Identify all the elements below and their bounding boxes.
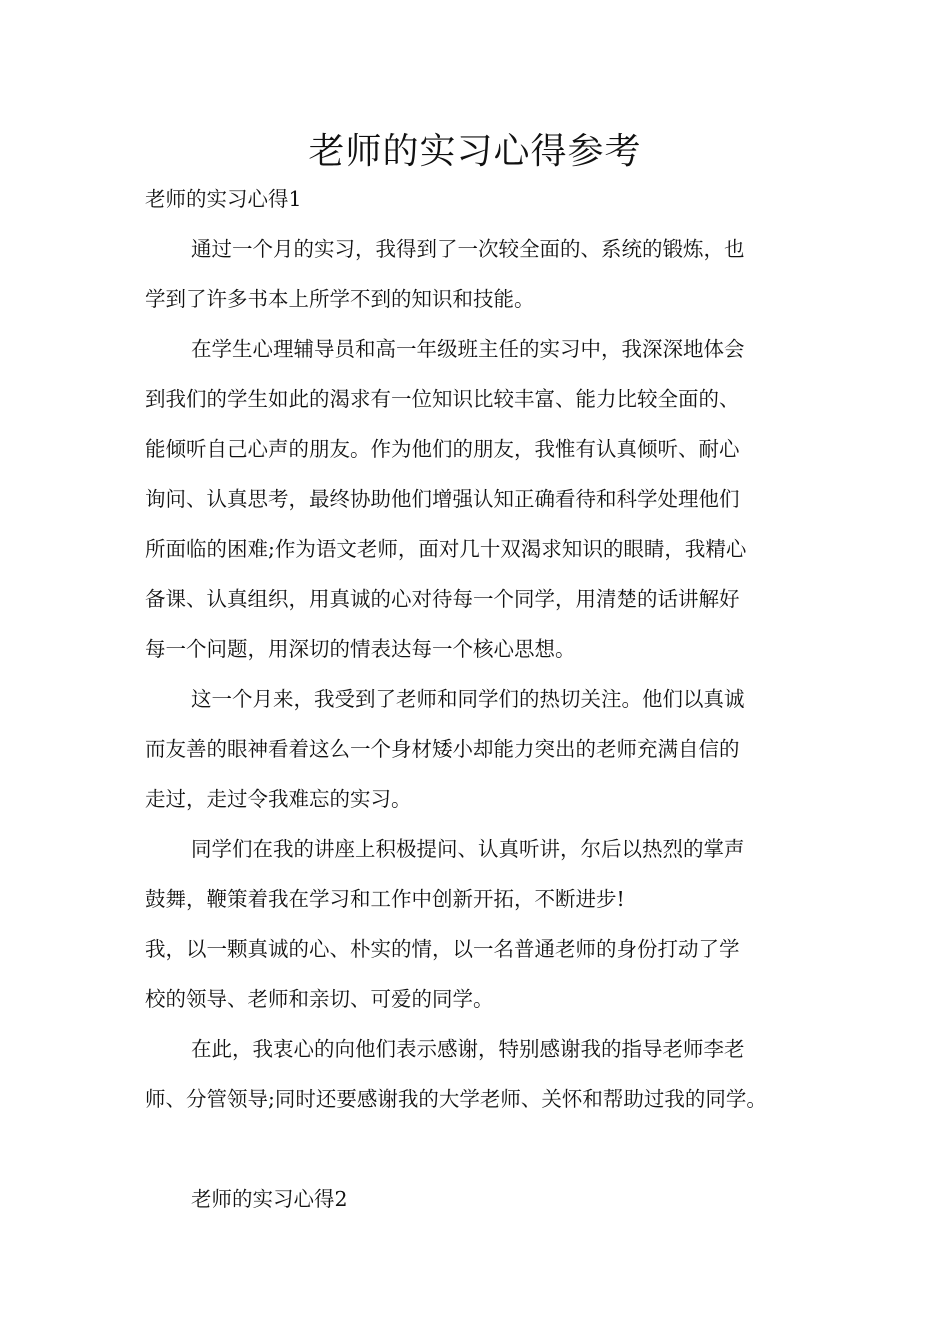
paragraph-line: 我，以一颗真诚的心、朴实的情，以一名普通老师的身份打动了学	[145, 937, 740, 961]
paragraph-line: 备课、认真组织，用真诚的心对待每一个同学，用清楚的话讲解好	[145, 587, 740, 611]
paragraph-line: 能倾听自己心声的朋友。作为他们的朋友，我惟有认真倾听、耐心	[145, 437, 740, 461]
section-heading-1: 老师的实习心得1	[145, 187, 302, 211]
paragraph-line: 通过一个月的实习，我得到了一次较全面的、系统的锻炼，也	[191, 237, 745, 261]
paragraph-line: 所面临的困难;作为语文老师，面对几十双渴求知识的眼睛，我精心	[145, 537, 747, 561]
paragraph-line: 同学们在我的讲座上积极提问、认真听讲，尔后以热烈的掌声	[191, 837, 745, 861]
paragraph-line: 每一个问题，用深切的情表达每一个核心思想。	[145, 637, 576, 661]
paragraph-line: 在学生心理辅导员和高一年级班主任的实习中，我深深地体会	[191, 337, 745, 361]
paragraph-line: 到我们的学生如此的渴求有一位知识比较丰富、能力比较全面的、	[145, 387, 740, 411]
paragraph-line: 询问、认真思考，最终协助他们增强认知正确看待和科学处理他们	[145, 487, 740, 511]
section-heading-2: 老师的实习心得2	[191, 1187, 348, 1211]
paragraph-line: 师、分管领导;同时还要感谢我的大学老师、关怀和帮助过我的同学。	[145, 1087, 767, 1111]
paragraph-line: 而友善的眼神看着这么一个身材矮小却能力突出的老师充满自信的	[145, 737, 740, 761]
paragraph-line: 在此，我衷心的向他们表示感谢，特别感谢我的指导老师李老	[191, 1037, 745, 1061]
paragraph-line: 鼓舞，鞭策着我在学习和工作中创新开拓，不断进步!	[145, 887, 625, 911]
paragraph-line: 学到了许多书本上所学不到的知识和技能。	[145, 287, 535, 311]
paragraph-line: 校的领导、老师和亲切、可爱的同学。	[145, 987, 494, 1011]
document-title: 老师的实习心得参考	[308, 131, 642, 172]
paragraph-line: 这一个月来，我受到了老师和同学们的热切关注。他们以真诚	[191, 687, 745, 711]
paragraph-line: 走过，走过令我难忘的实习。	[145, 787, 412, 811]
